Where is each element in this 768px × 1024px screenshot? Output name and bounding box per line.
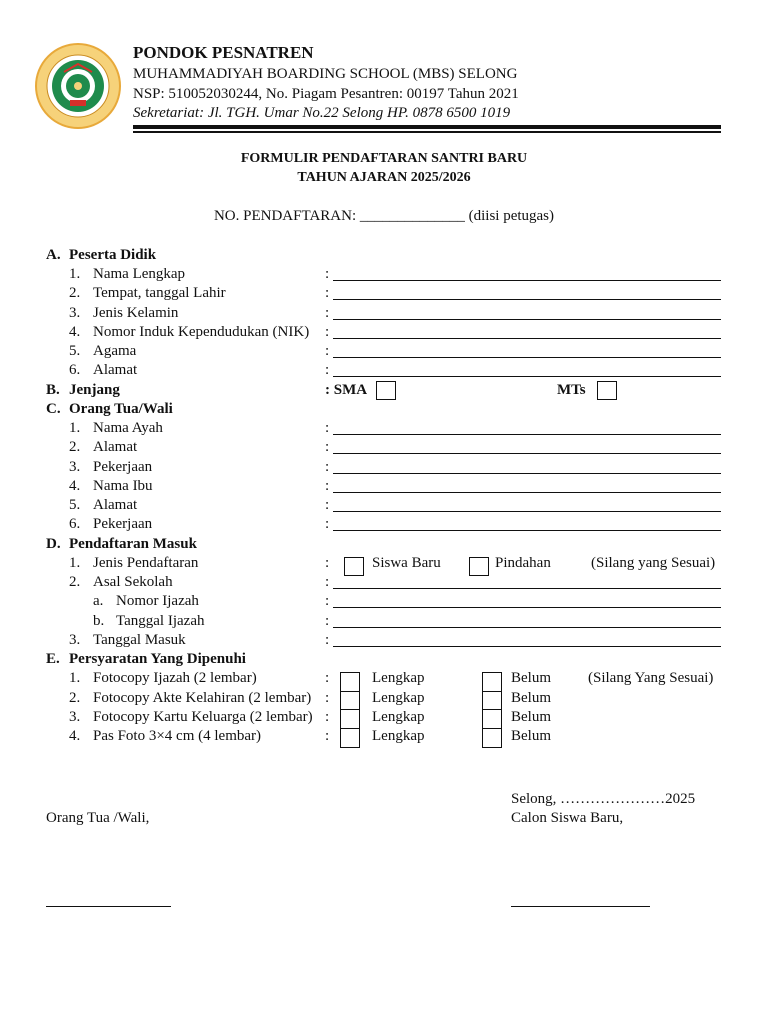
c3-label: Pekerjaan — [93, 459, 153, 475]
d1-label: Jenis Pendaftaran — [93, 555, 199, 571]
parent-signature-line[interactable] — [46, 906, 171, 907]
colon: : — [325, 574, 330, 590]
e1-num: 1. — [69, 670, 81, 686]
agama-field[interactable] — [333, 357, 721, 358]
a6-label: Alamat — [93, 362, 138, 378]
d2b-label: Tanggal Ijazah — [116, 613, 205, 629]
a2-label: Tempat, tanggal Lahir — [93, 285, 226, 301]
sma-checkbox[interactable] — [376, 381, 396, 400]
d2a-label: Nomor Ijazah — [116, 593, 199, 609]
a1-label: Nama Lengkap — [93, 266, 186, 282]
c6-num: 6. — [69, 516, 81, 532]
e3-label: Fotocopy Kartu Keluarga (2 lembar) — [93, 709, 313, 725]
student-signature-line[interactable] — [511, 906, 650, 907]
colon: : — [325, 497, 330, 513]
silang-note: (Silang yang Sesuai) — [591, 555, 716, 571]
section-b-letter: B. — [46, 382, 60, 398]
e1-label: Fotocopy Ijazah (2 lembar) — [93, 670, 257, 686]
colon: : — [325, 439, 330, 455]
colon: : — [325, 285, 330, 301]
nsp-line: NSP: 510052030244, No. Piagam Pesantren: 00197 Tahun 2021 — [133, 86, 519, 102]
e3-num: 3. — [69, 709, 81, 725]
school-seal-logo — [34, 42, 122, 130]
c5-num: 5. — [69, 497, 81, 513]
lengkap-label: Lengkap — [372, 728, 425, 744]
section-c-title: Orang Tua/Wali — [69, 401, 173, 417]
colon: : — [325, 305, 330, 321]
colon: : — [325, 690, 330, 706]
foto-lengkap-checkbox[interactable] — [340, 728, 360, 748]
section-a-title: Peserta Didik — [69, 247, 157, 263]
section-b-title: Jenjang — [69, 382, 120, 398]
colon: : — [325, 324, 330, 340]
a6-num: 6. — [69, 362, 81, 378]
sma-label: : SMA — [325, 382, 368, 398]
a2-num: 2. — [69, 285, 81, 301]
a4-num: 4. — [69, 324, 81, 340]
header-rule-thick — [133, 125, 721, 129]
lengkap-label: Lengkap — [372, 670, 425, 686]
d2-num: 2. — [69, 574, 81, 590]
student-signature-label: Calon Siswa Baru, — [511, 810, 624, 826]
colon: : — [325, 362, 330, 378]
c3-num: 3. — [69, 459, 81, 475]
header-rule-thin — [133, 131, 721, 133]
foto-belum-checkbox[interactable] — [482, 728, 502, 748]
section-e-title: Persyaratan Yang Dipenuhi — [69, 651, 246, 667]
e2-label: Fotocopy Akte Kelahiran (2 lembar) — [93, 690, 312, 706]
belum-label: Belum — [511, 709, 551, 725]
section-d-letter: D. — [46, 536, 61, 552]
asal-sekolah-field[interactable] — [333, 588, 721, 589]
ijazah-belum-checkbox[interactable] — [482, 672, 502, 692]
colon: : — [325, 478, 330, 494]
ijazah-lengkap-checkbox[interactable] — [340, 672, 360, 692]
d2-label: Asal Sekolah — [93, 574, 173, 590]
tanggal-ijazah-field[interactable] — [333, 627, 721, 628]
pekerjaan-ibu-field[interactable] — [333, 530, 721, 531]
colon: : — [325, 709, 330, 725]
colon: : — [325, 613, 330, 629]
silang-note-e: (Silang Yang Sesuai) — [588, 670, 714, 686]
colon: : — [325, 266, 330, 282]
nomor-ijazah-field[interactable] — [333, 607, 721, 608]
address-line: Sekretariat: Jl. TGH. Umar No.22 Selong HP. 0878 6500 1019 — [133, 105, 511, 121]
pekerjaan-ayah-field[interactable] — [333, 473, 721, 474]
mts-checkbox[interactable] — [597, 381, 617, 400]
colon: : — [325, 420, 330, 436]
jenis-kelamin-field[interactable] — [333, 319, 721, 320]
siswa-baru-label: Siswa Baru — [372, 555, 441, 571]
a4-label: Nomor Induk Kependudukan (NIK) — [93, 324, 310, 340]
signature-date: Selong, …………………2025 — [511, 791, 696, 807]
section-d-title: Pendaftaran Masuk — [69, 536, 197, 552]
colon: : — [325, 516, 330, 532]
alamat-ibu-field[interactable] — [333, 511, 721, 512]
c1-num: 1. — [69, 420, 81, 436]
a3-num: 3. — [69, 305, 81, 321]
kk-belum-checkbox[interactable] — [482, 709, 502, 729]
nik-field[interactable] — [333, 338, 721, 339]
school-name: PONDOK PESNATREN — [133, 43, 314, 62]
alamat-ayah-field[interactable] — [333, 453, 721, 454]
akte-lengkap-checkbox[interactable] — [340, 691, 360, 711]
e4-label: Pas Foto 3×4 cm (4 lembar) — [93, 728, 262, 744]
akte-belum-checkbox[interactable] — [482, 691, 502, 711]
a1-num: 1. — [69, 266, 81, 282]
d2b-num: b. — [93, 613, 105, 629]
section-c-letter: C. — [46, 401, 61, 417]
c4-label: Nama Ibu — [93, 478, 153, 494]
colon: : — [325, 670, 330, 686]
e4-num: 4. — [69, 728, 81, 744]
a5-num: 5. — [69, 343, 81, 359]
belum-label: Belum — [511, 670, 551, 686]
colon: : — [325, 343, 330, 359]
pindahan-checkbox[interactable] — [469, 557, 489, 576]
parent-signature-label: Orang Tua /Wali, — [46, 810, 150, 826]
d2a-num: a. — [93, 593, 104, 609]
section-e-letter: E. — [46, 651, 60, 667]
nama-ayah-field[interactable] — [333, 434, 721, 435]
c2-label: Alamat — [93, 439, 138, 455]
nama-ibu-field[interactable] — [333, 492, 721, 493]
alamat-field[interactable] — [333, 376, 721, 377]
tempat-tanggal-lahir-field[interactable] — [333, 299, 721, 300]
colon: : — [325, 728, 330, 744]
d1-num: 1. — [69, 555, 81, 571]
c5-label: Alamat — [93, 497, 138, 513]
colon: : — [325, 555, 330, 571]
section-a-letter: A. — [46, 247, 61, 263]
belum-label: Belum — [511, 728, 551, 744]
a5-label: Agama — [93, 343, 137, 359]
form-title: FORMULIR PENDAFTARAN SANTRI BARU — [240, 151, 528, 166]
nama-lengkap-field[interactable] — [333, 280, 721, 281]
d3-label: Tanggal Masuk — [93, 632, 186, 648]
colon: : — [325, 632, 330, 648]
siswa-baru-checkbox[interactable] — [344, 557, 364, 576]
mts-label: MTs — [557, 382, 586, 398]
colon: : — [325, 593, 330, 609]
c2-num: 2. — [69, 439, 81, 455]
pindahan-label: Pindahan — [495, 555, 551, 571]
school-subtitle: MUHAMMADIYAH BOARDING SCHOOL (MBS) SELONG — [133, 66, 518, 82]
colon: : — [325, 459, 330, 475]
a3-label: Jenis Kelamin — [93, 305, 179, 321]
tanggal-masuk-field[interactable] — [333, 646, 721, 647]
kk-lengkap-checkbox[interactable] — [340, 709, 360, 729]
c4-num: 4. — [69, 478, 81, 494]
lengkap-label: Lengkap — [372, 690, 425, 706]
e2-num: 2. — [69, 690, 81, 706]
c6-label: Pekerjaan — [93, 516, 153, 532]
lengkap-label: Lengkap — [372, 709, 425, 725]
form-year: TAHUN AJARAN 2025/2026 — [297, 170, 471, 185]
c1-label: Nama Ayah — [93, 420, 163, 436]
d3-num: 3. — [69, 632, 81, 648]
belum-label: Belum — [511, 690, 551, 706]
registration-number: NO. PENDAFTARAN: ______________ (diisi petugas) — [213, 208, 555, 224]
